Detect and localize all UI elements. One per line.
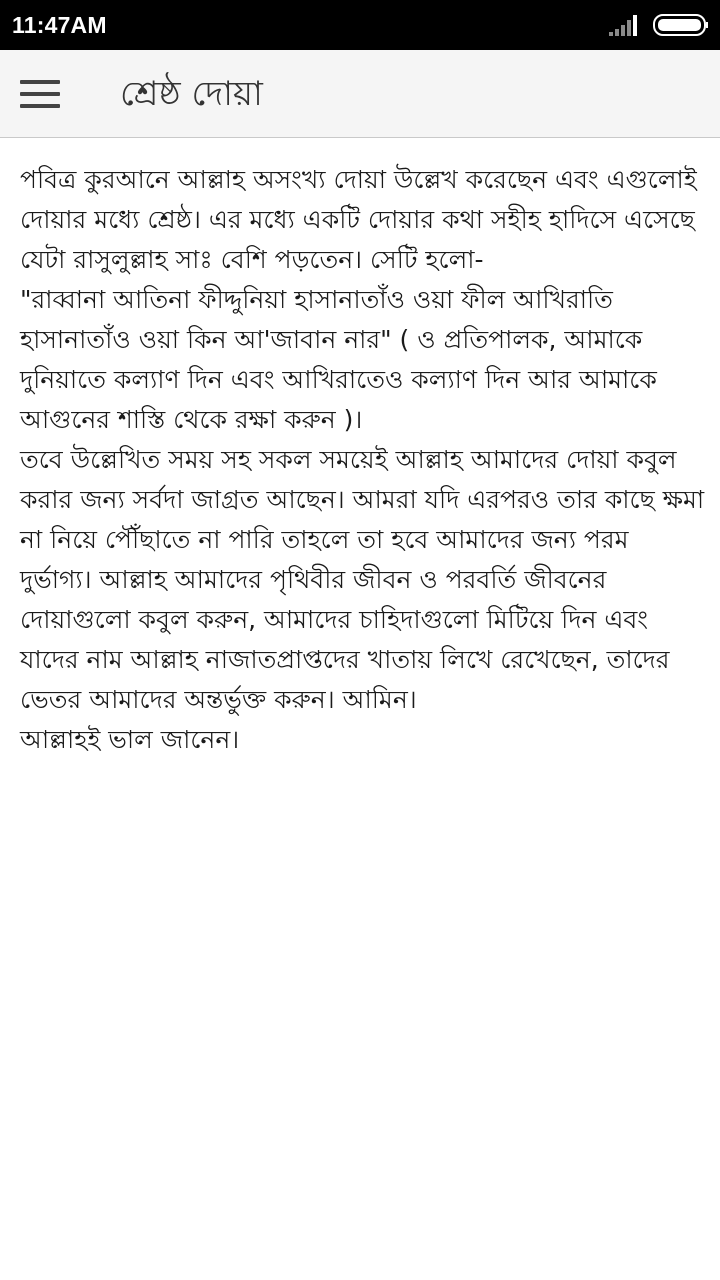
paragraph-closing: আল্লাহই ভাল জানেন। xyxy=(20,725,240,754)
paragraph-dua: "রাব্বানা আতিনা ফীদ্দুনিয়া হাসানাতাঁও ওয়া ফীল আখিরাতি হাসানাতাঁও ওয়া কিন আ'জাবান নার" ( ও প্রতিপালক, আমাকে দুনিয়াতে কল্যাণ দিন এবং আখিরাতেও কল্যাণ দিন আর আমাকে আগুনের শাস্তি থেকে রক্ষা করুন )। xyxy=(20,285,657,434)
cellular-signal-icon xyxy=(609,14,641,36)
status-time: 11:47AM xyxy=(12,12,107,38)
battery-icon xyxy=(653,14,709,36)
paragraph-explanation: তবে উল্লেখিত সময় সহ সকল সময়েই আল্লাহ আমাদের দোয়া কবুল করার জন্য সর্বদা জাগ্রত আছেন। আমরা যদি এরপরও তার কাছে ক্ষমা না নিয়ে পৌঁছাতে না পারি তাহলে তা হবে আমাদের জন্য পরম দুর্ভাগ্য। আল্লাহ আমাদের পৃথিবীর জীবন ও পরবর্তি জীবনের দোয়াগুলো কবুল করুন, আমাদের চাহিদাগুলো মিটিয়ে দিন এবং যাদের নাম আল্লাহ নাজাতপ্রাপ্তদের খাতায় লিখে রেখেছেন, তাদের ভেতর আমাদের অন্তর্ভুক্ত করুন। আমিন। xyxy=(20,445,705,714)
app-bar xyxy=(0,50,720,138)
status-bar xyxy=(0,0,720,50)
page-title: শ্রেষ্ঠ দোয়া xyxy=(120,74,263,114)
article-body xyxy=(20,160,705,760)
hamburger-menu-icon[interactable] xyxy=(12,70,68,118)
paragraph-intro: পবিত্র কুরআনে আল্লাহ অসংখ্য দোয়া উল্লেখ করেছেন এবং এগুলোই দোয়ার মধ্যে শ্রেষ্ঠ। এর মধ্যে একটি দোয়ার কথা সহীহ হাদিসে এসেছে যেটা রাসুলুল্লাহ সাঃ বেশি পড়তেন। সেটি হলো- xyxy=(20,165,697,274)
